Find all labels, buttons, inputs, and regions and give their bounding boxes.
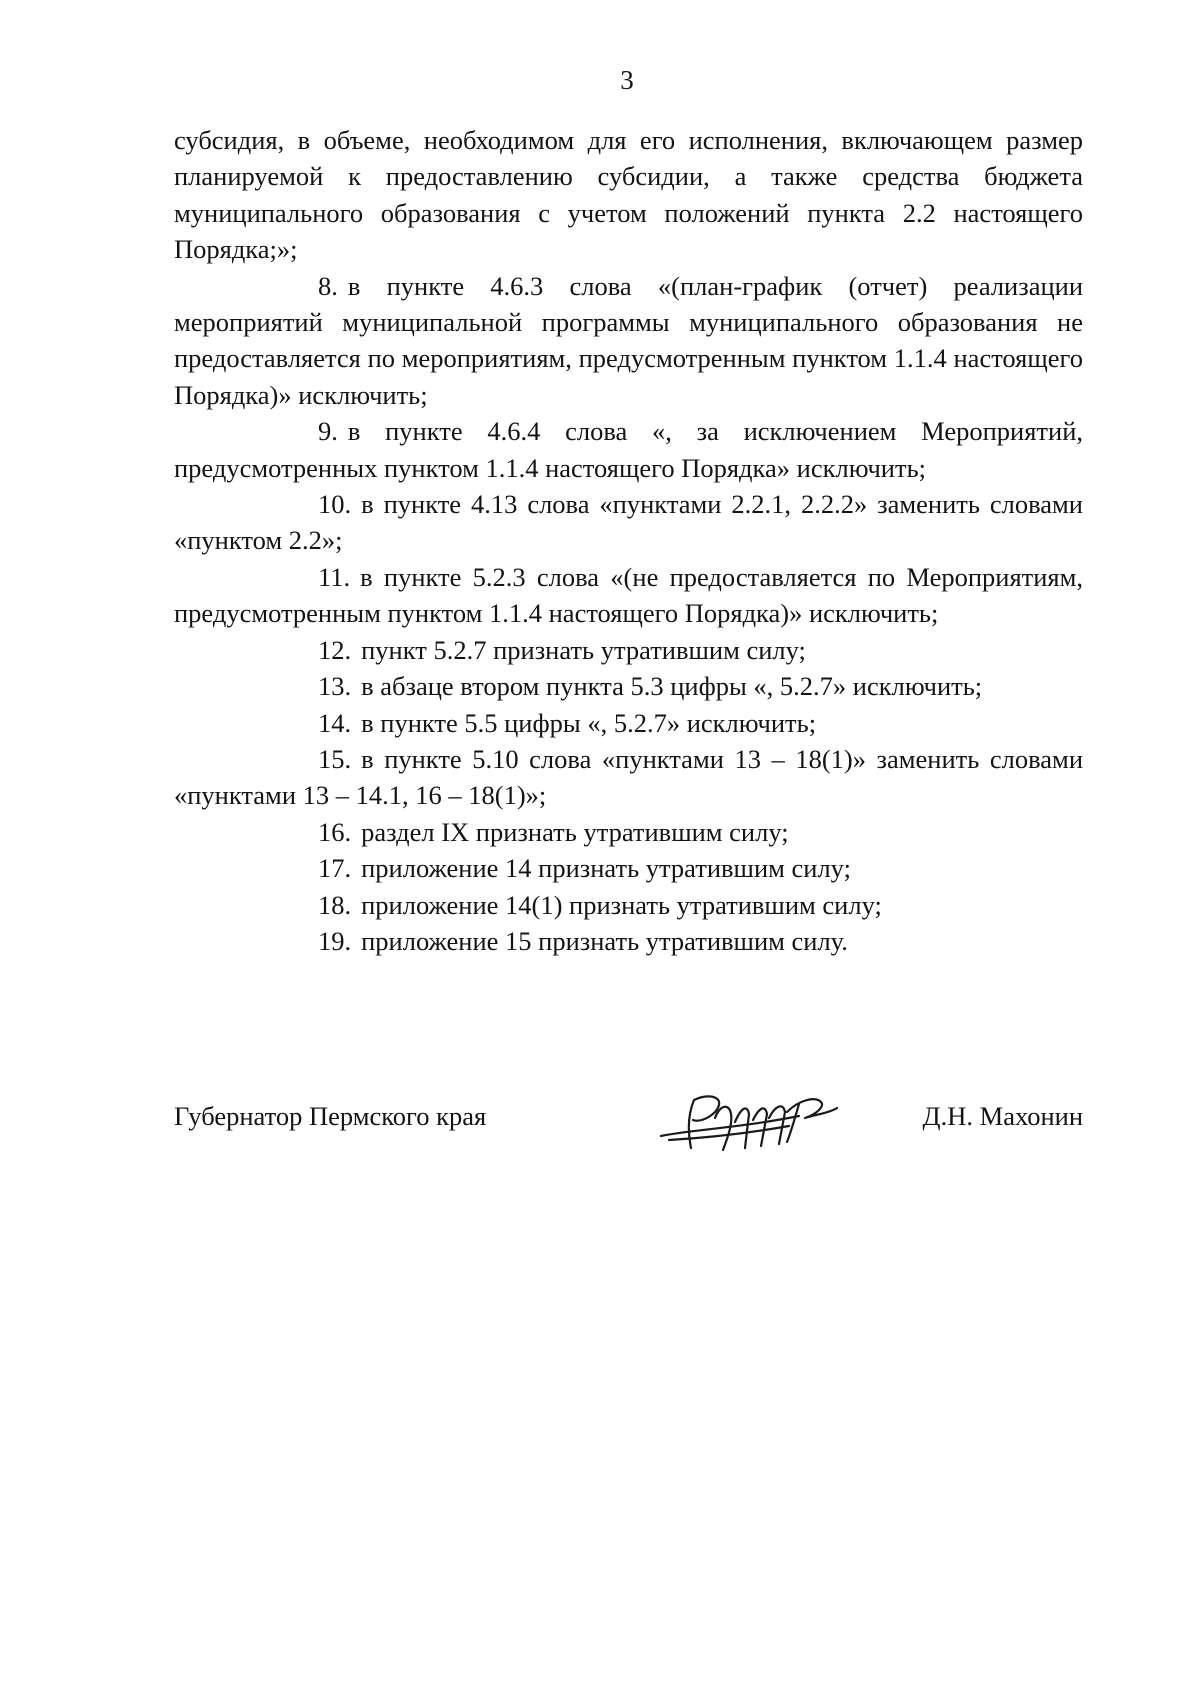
signatory-name: Д.Н. Махонин — [922, 1101, 1083, 1131]
paragraph-text: в пункте 4.13 слова «пунктами 2.2.1, 2.2.2» заменить словами «пунктом 2.2»; — [174, 489, 1083, 556]
paragraph-text: приложение 14(1) признать утратившим силу; — [361, 889, 882, 920]
item-number: 19. — [318, 925, 352, 956]
paragraph-18 — [174, 887, 1083, 923]
paragraph-text: приложение 15 признать утратившим силу. — [361, 925, 848, 956]
item-number: 14. — [318, 707, 352, 738]
paragraph-8 — [174, 268, 1083, 414]
handwritten-signature-icon — [649, 1078, 849, 1158]
item-number: 13. — [318, 671, 352, 702]
item-number: 10. — [318, 489, 352, 520]
paragraph-text: в пункте 4.6.3 слова «(план-график (отчет) реализации мероприятий муниципальной программы муниципального образования не предоставляется по мероприятиям, предусмотренным пунктом 1.1.4 настоящего Порядка)» исключить; — [174, 270, 1083, 410]
paragraph-text: в пункте 5.5 цифры «, 5.2.7» исключить; — [361, 707, 817, 738]
paragraph-text: в абзаце втором пункта 5.3 цифры «, 5.2.7» исключить; — [361, 671, 983, 702]
document-body — [174, 122, 1083, 959]
paragraph-text: в пункте 5.2.3 слова «(не предоставляется по Мероприятиям, предусмотренным пунктом 1.1.4 настоящего Порядка)» исключить; — [174, 561, 1083, 629]
paragraph-9 — [174, 413, 1083, 486]
paragraph-10 — [174, 486, 1083, 559]
item-number: 17. — [318, 853, 352, 884]
item-number: 12. — [318, 634, 352, 665]
signature-block — [174, 1092, 1083, 1152]
paragraph-15 — [174, 741, 1083, 814]
page-number: 3 — [620, 65, 634, 95]
paragraph-text: приложение 14 признать утратившим силу; — [361, 853, 851, 884]
item-number: 15. — [318, 743, 352, 774]
paragraph-13 — [174, 668, 1083, 704]
paragraph-12 — [174, 632, 1083, 668]
paragraph-11 — [174, 559, 1083, 632]
paragraph-14 — [174, 705, 1083, 741]
paragraph-text: раздел IX признать утратившим силу; — [361, 816, 789, 847]
paragraph-0 — [174, 122, 1083, 268]
item-number: 9. — [318, 416, 338, 447]
paragraph-16 — [174, 814, 1083, 850]
paragraph-text: пункт 5.2.7 признать утратившим силу; — [361, 634, 806, 665]
item-number: 8. — [318, 270, 338, 301]
paragraph-17 — [174, 850, 1083, 886]
item-number: 11. — [318, 561, 351, 592]
paragraph-text: в пункте 5.10 слова «пунктами 13 – 18(1)» заменить словами «пунктами 13 – 14.1, 16 – 18(1)»; — [174, 743, 1083, 811]
item-number: 18. — [318, 889, 352, 920]
paragraph-text: субсидия, в объеме, необходимом для его исполнения, включающем размер планируемой к предоставлению субсидии, а также средства бюджета муниципального образования с учетом положений пункта 2.2 настоящего Порядка;»; — [174, 125, 1083, 265]
item-number: 16. — [318, 816, 352, 847]
paragraph-text: в пункте 4.6.4 слова «, за исключением Мероприятий, предусмотренных пунктом 1.1.4 настоящего Порядка» исключить; — [174, 416, 1083, 483]
paragraph-19 — [174, 923, 1083, 959]
signatory-title: Губернатор Пермского края — [174, 1101, 487, 1131]
